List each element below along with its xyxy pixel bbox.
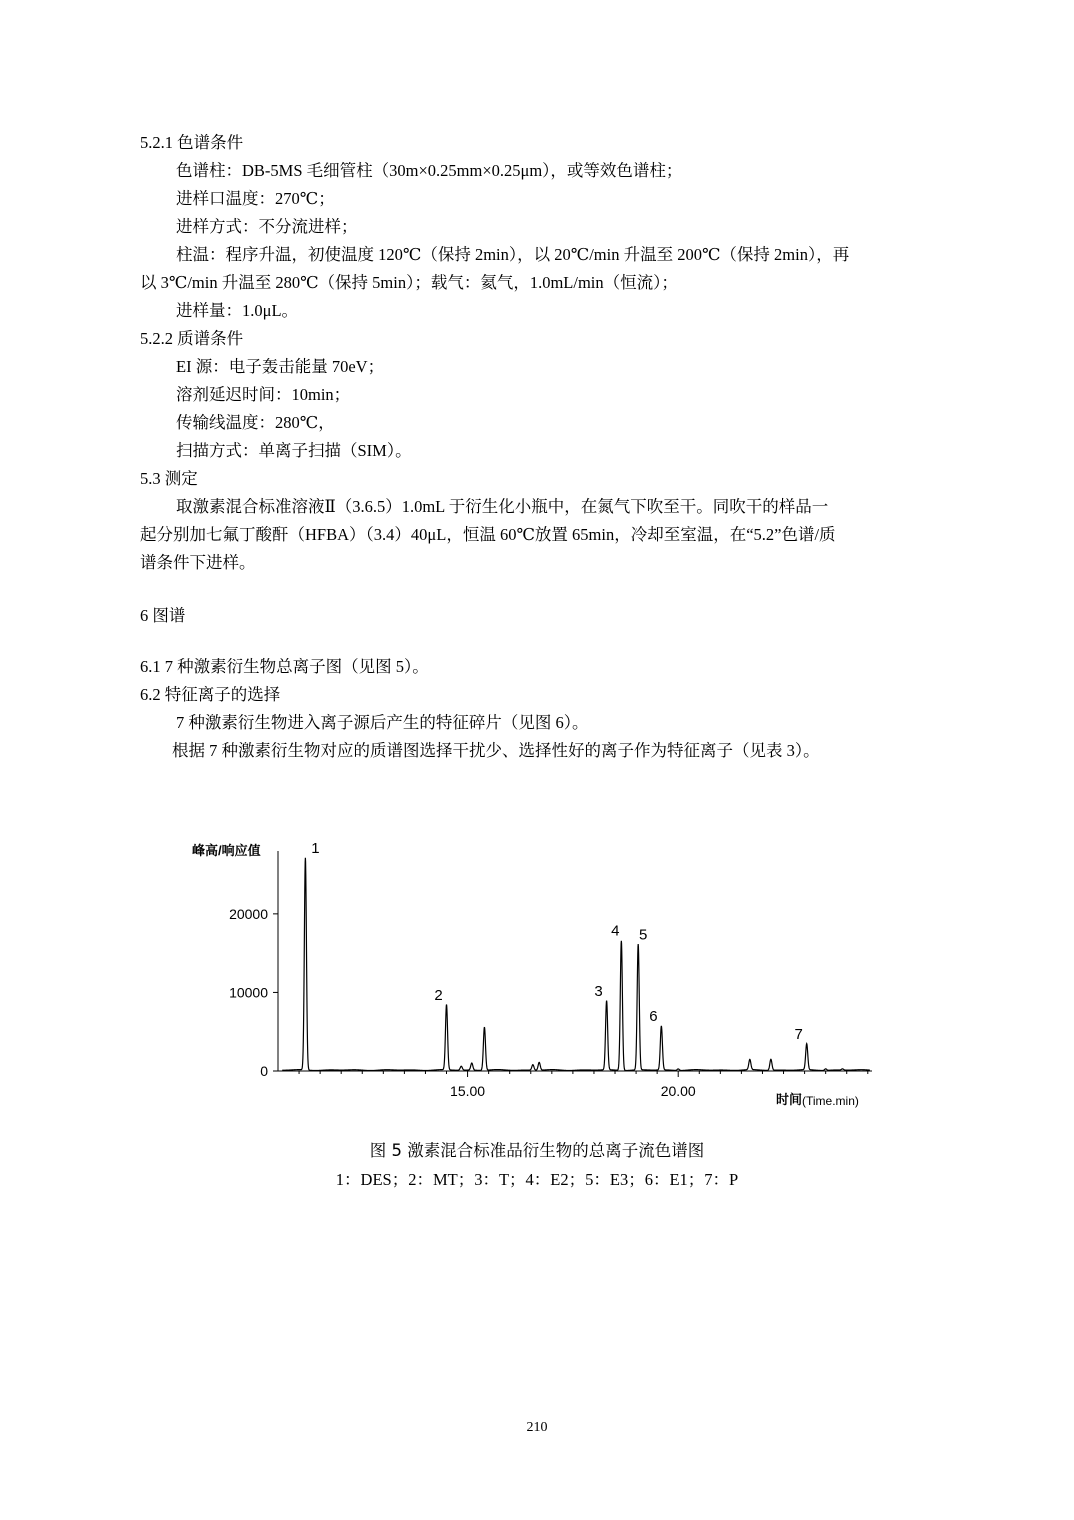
procedure-line3: 谱条件下进样。 (140, 553, 256, 572)
section-5-3-heading: 5.3 测定 (140, 469, 198, 488)
x-tick-label: 20.00 (660, 1083, 696, 1099)
figure-legend: 1：DES；2：MT；3：T；4：E2；5：E3；6：E1；7：P (335, 1170, 739, 1189)
scan-mode: 扫描方式：单离子扫描（SIM）。 (176, 441, 412, 460)
column-spec: 色谱柱：DB-5MS 毛细管柱（30m×0.25mm×0.25μm），或等效色谱柱； (176, 161, 683, 180)
chromatogram-chart (180, 835, 880, 1120)
peak-label: 5 (639, 926, 648, 944)
transfer-line-temp: 传输线温度：280℃， (176, 413, 335, 432)
ei-source: EI 源：电子轰击能量 70eV； (176, 357, 385, 376)
section-6-heading: 6 图谱 (140, 606, 186, 625)
x-axis-title-en: (Time.min) (802, 1094, 859, 1108)
oven-program-line1: 柱温：程序升温，初使温度 120℃（保持 2min），以 20℃/min 升温至 200℃（保持 2min），再 (176, 245, 850, 264)
peak-label: 1 (311, 839, 320, 857)
y-axis-title: 峰高/响应值 (192, 843, 261, 858)
item-6-2-heading: 6.2 特征离子的选择 (140, 685, 281, 704)
procedure-line2: 起分别加七氟丁酸酐（HFBA）（3.4）40μL，恒温 60℃放置 65min，冷却至室温，在“5.2”色谱/质 (140, 525, 836, 544)
x-axis-title-cn: 时间 (776, 1092, 803, 1107)
y-tick-label: 0 (260, 1063, 268, 1079)
peak-label: 6 (649, 1008, 658, 1025)
figure-caption: 图 5 激素混合标准品衍生物的总离子流色谱图 (369, 1141, 705, 1160)
y-tick-label: 10000 (229, 984, 268, 1001)
peak-label: 4 (611, 922, 620, 940)
page-number: 210 (526, 1420, 548, 1435)
item-6-1: 6.1 7 种激素衍生物总离子图（见图 5）。 (140, 657, 429, 676)
peak-label: 2 (434, 986, 443, 1004)
injection-volume: 进样量：1.0μL。 (176, 301, 299, 320)
x-tick-label: 15.00 (450, 1083, 486, 1099)
chromatogram-figure (180, 835, 880, 1125)
injection-mode: 进样方式：不分流进样； (176, 217, 358, 236)
peak-label: 7 (794, 1026, 803, 1044)
peak-label: 3 (594, 982, 603, 1000)
chromatogram-trace (282, 858, 870, 1071)
section-5-2-2-heading: 5.2.2 质谱条件 (140, 329, 244, 348)
oven-program-line2: 以 3℃/min 升温至 280℃（保持 5min）；载气：氦气，1.0mL/min（恒流）； (140, 273, 678, 292)
procedure-line1: 取激素混合标准溶液Ⅱ（3.6.5）1.0mL 于衍生化小瓶中，在氮气下吹至干。同吹干的样品一 (176, 497, 829, 516)
section-5-2-1-heading: 5.2.1 色谱条件 (140, 133, 244, 152)
item-6-2-line2: 根据 7 种激素衍生物对应的质谱图选择干扰少、选择性好的离子作为特征离子（见表 3）。 (172, 741, 820, 760)
solvent-delay: 溶剂延迟时间：10min； (176, 385, 351, 404)
item-6-2-line1: 7 种激素衍生物进入离子源后产生的特征碎片（见图 6）。 (176, 713, 589, 732)
inlet-temp: 进样口温度：270℃； (176, 189, 335, 208)
y-tick-label: 20000 (229, 905, 268, 922)
